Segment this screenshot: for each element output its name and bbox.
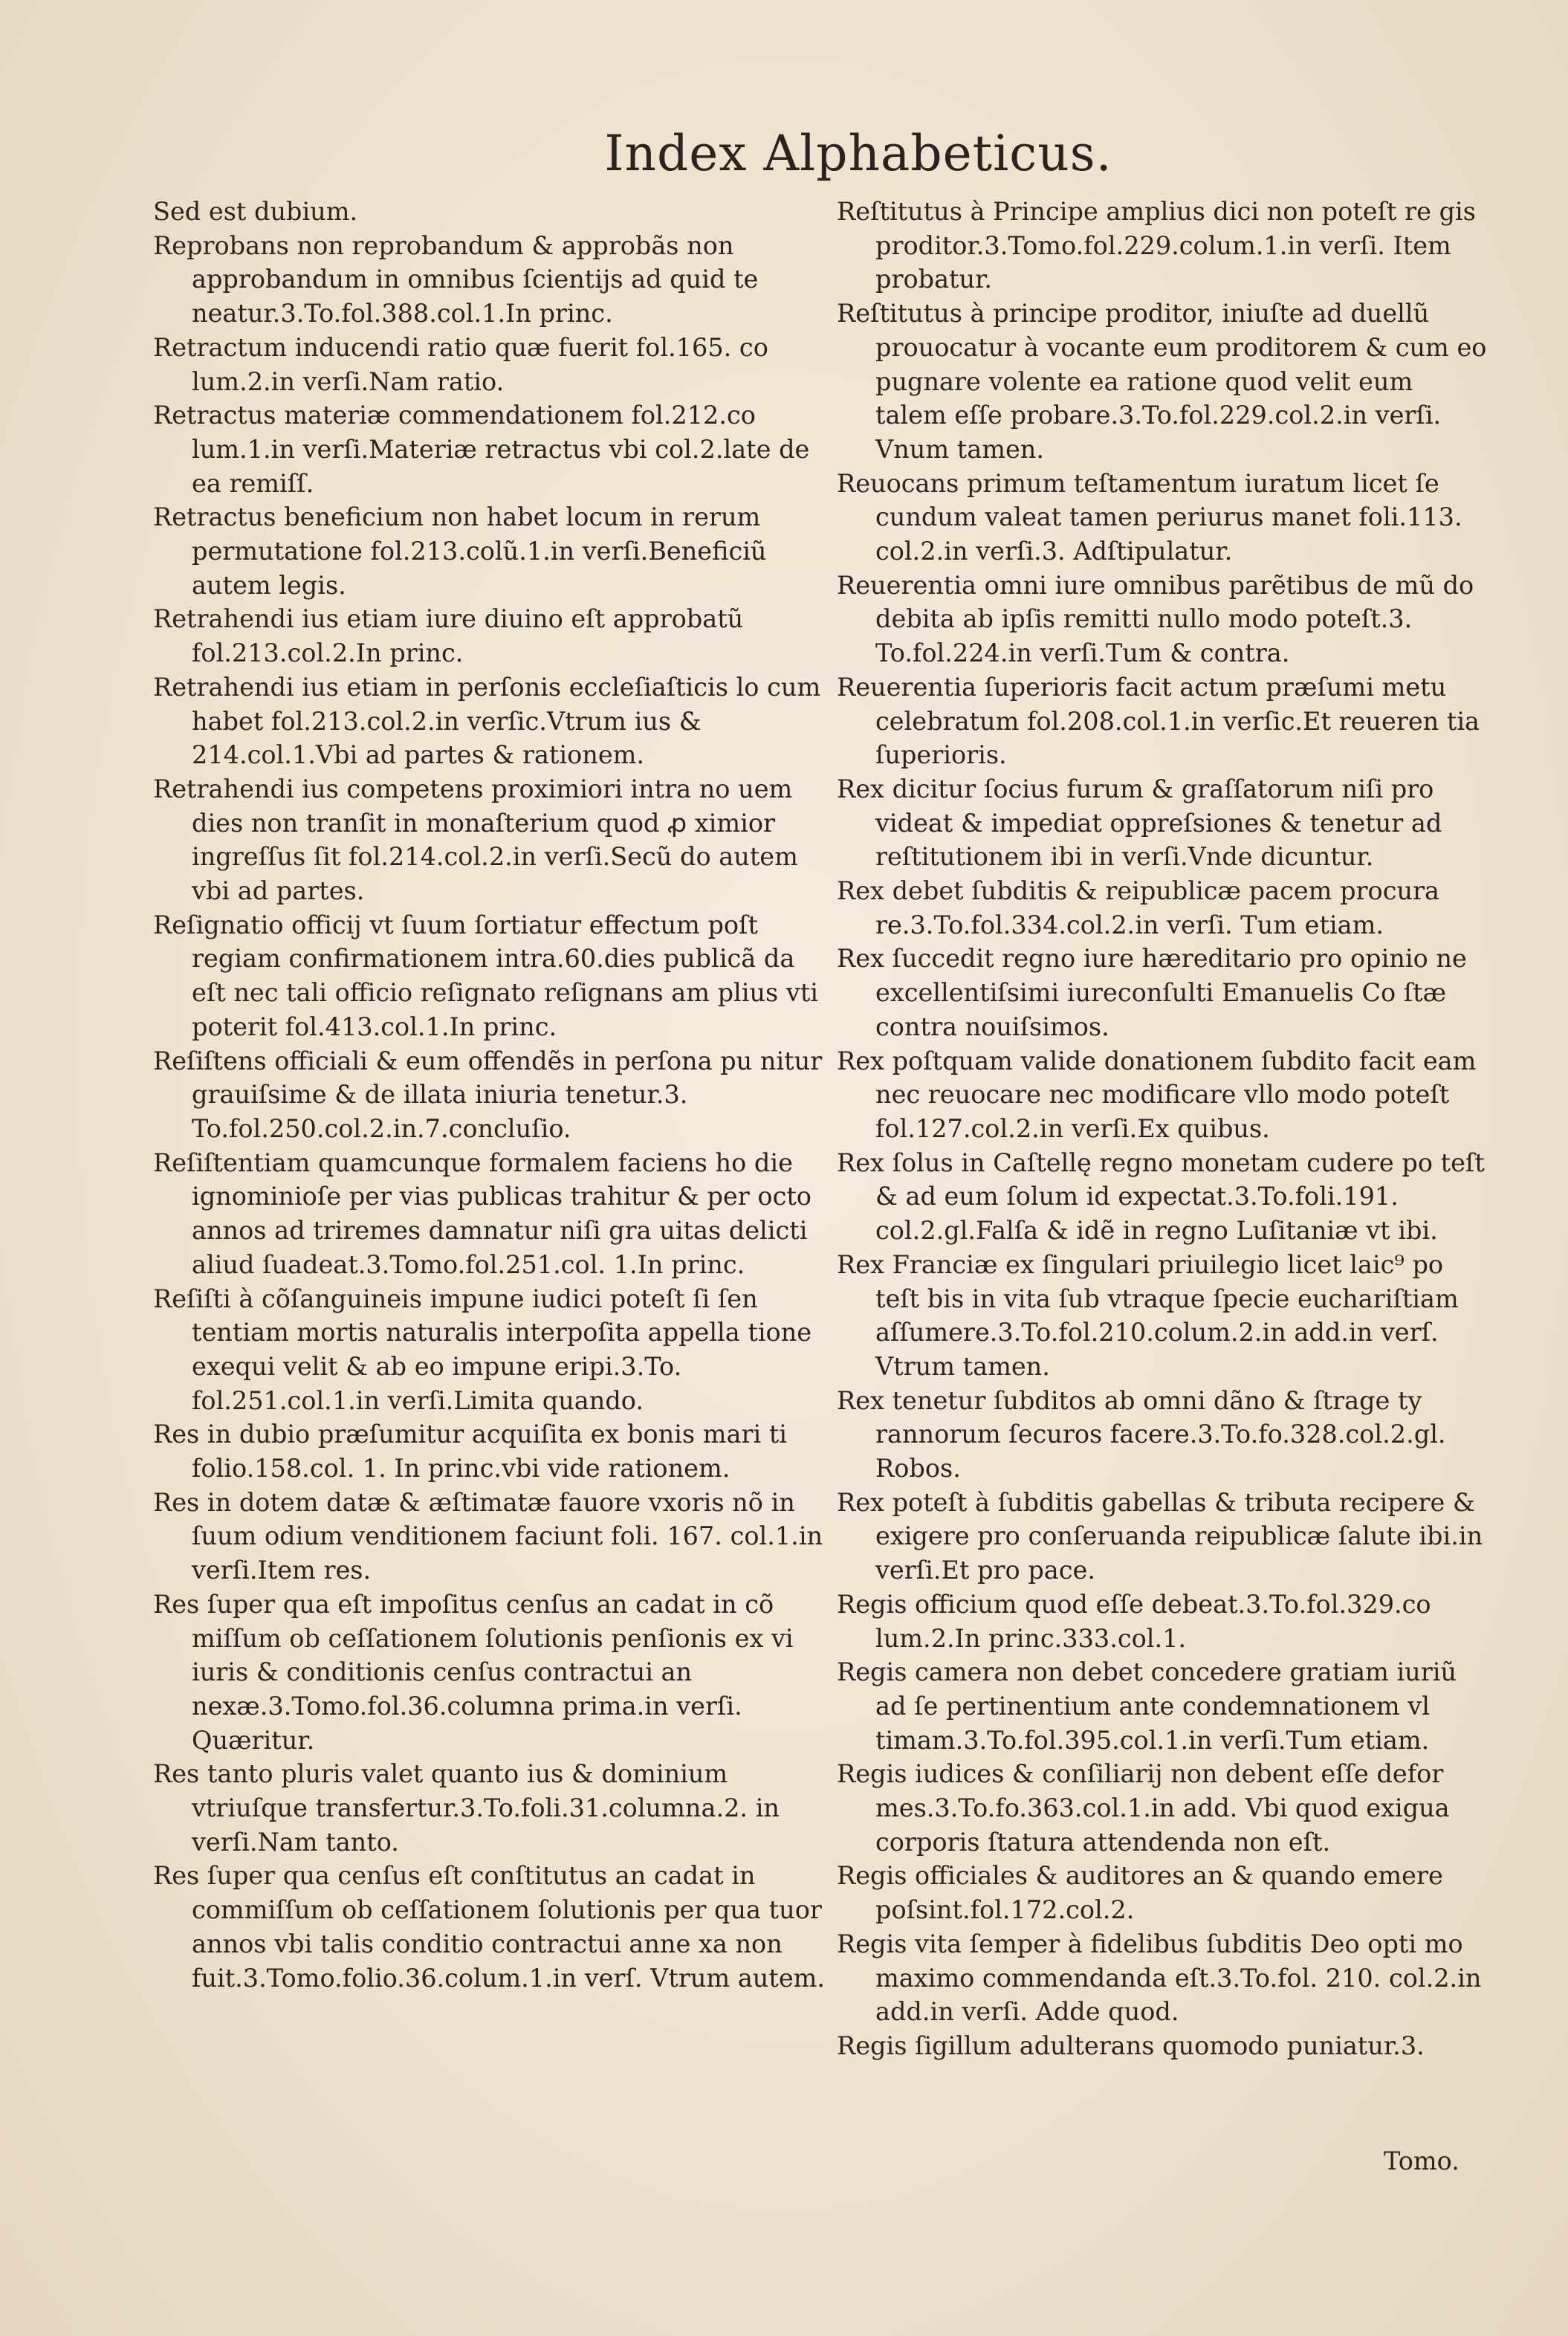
index-entry: Res tanto pluris valet quanto ius & dominium vtriuſque transfertur.3.To.foli.31.columna.2. in verſi.Nam tanto.	[153, 1759, 780, 1857]
index-entry: Retractum inducendi ratio quæ fuerit fol.165. co lum.2.in verſi.Nam ratio.	[153, 332, 768, 396]
index-entry: Regis iudices & conſiliarij non debent eſſe defor mes.3.To.fo.363.col.1.in add. Vbi quod exigua corporis ſtatura attendenda non eſt.	[837, 1759, 1450, 1857]
index-entry: Retrahendi ius etiam iure diuino eſt approbatũ fol.213.col.2.In princ.	[153, 604, 744, 668]
index-column-left	[153, 195, 826, 1995]
index-entry: Retrahendi ius etiam in perſonis eccleſiaſticis lo cum habet fol.213.col.2.in verſic.Vtrum ius & 214.col.1.Vbi ad partes & rationem.	[153, 672, 821, 770]
index-entry: Res in dubio præſumitur acquiſita ex bonis mari ti folio.158.col. 1. In princ.vbi vide rationem.	[153, 1420, 787, 1484]
index-entry: Rex poteſt à ſubditis gabellas & tributa recipere & exigere pro conſeruanda reipublicæ ſalute ibi.in verſi.Et pro pace.	[837, 1487, 1483, 1585]
index-entry: Res in dotem datæ & æſtimatæ fauore vxoris nõ in ſuum odium venditionem faciunt foli. 167. col.1.in verſi.Item res.	[153, 1487, 823, 1585]
index-entry: Reſiſtens officiali & eum offendẽs in perſona pu nitur grauiſsime & de illata iniuria tenetur.3. To.fol.250.col.2.in.7.concluſio.	[153, 1046, 823, 1143]
index-entry: Sed est dubium.	[153, 197, 358, 226]
index-entry: Reſtitutus à Principe amplius dici non poteſt re gis proditor.3.Tomo.fol.229.colum.1.in verſi. Item probatur.	[837, 197, 1476, 294]
index-entry: Res ſuper qua cenſus eſt conſtitutus an cadat in commiſſum ob ceſſationem ſolutionis per qua tuor annos vbi talis conditio contractui anne xa non fuit.3.Tomo.folio.36.colum.1.in verſ. Vtrum autem.	[153, 1861, 826, 1993]
index-entry: Reuerentia omni iure omnibus parẽtibus de mũ do debita ab ipſis remitti nullo modo poteſt.3. To.fol.224.in verſi.Tum & contra.	[837, 570, 1474, 668]
index-entry: Regis officiales & auditores an & quando emere poſsint.fol.172.col.2.	[837, 1861, 1443, 1925]
index-entry: Retrahendi ius competens proximiori intra no uem dies non tranſit in monaſterium quod ꝓ ximior ingreſſus ſit fol.214.col.2.in verſi.Secũ do autem vbi ad partes.	[153, 774, 798, 906]
index-column-right	[837, 195, 1487, 2063]
index-entry: Retractus beneficium non habet locum in rerum permutatione fol.213.colũ.1.in verſi.Beneficiũ autem legis.	[153, 502, 767, 600]
page-title: Index Alphabeticus.	[604, 125, 1112, 182]
index-entry: Rex poſtquam valide donationem ſubdito facit eam nec reuocare nec modificare vllo modo poteſt fol.127.col.2.in verſi.Ex quibus.	[837, 1046, 1477, 1143]
index-entry: Rex debet ſubditis & reipublicæ pacem procura re.3.To.fol.334.col.2.in verſi. Tum etiam.	[837, 876, 1440, 939]
index-entry: Rex ſuccedit regno iure hæreditario pro opinio ne excellentiſsimi iureconſulti Emanuelis Co ſtæ contra nouiſsimos.	[837, 944, 1467, 1041]
index-entry: Res ſuper qua eſt impoſitus cenſus an cadat in cõ miſſum ob ceſſationem ſolutionis penſionis ex vi iuris & conditionis cenſus contractui an nexæ.3.Tomo.fol.36.columna prima.in verſi. Quæritur.	[153, 1589, 794, 1755]
index-entry: Regis ſigillum adulterans quomodo puniatur.3.	[837, 2031, 1425, 2060]
index-entry: Reſignatio officij vt ſuum ſortiatur effectum poſt regiam confirmationem intra.60.dies publicã da eſt nec tali officio reſignato reſignans am plius vti poterit fol.413.col.1.In princ.	[153, 910, 818, 1041]
index-entry: Rex ſolus in Caſtellę regno monetam cudere po teſt & ad eum ſolum id expectat.3.To.foli.191. col.2.gl.Falſa & idẽ in regno Luſitaniæ vt ibi.	[837, 1148, 1485, 1246]
index-entry: Regis vita ſemper à fidelibus ſubditis Deo opti mo maximo commendanda eſt.3.To.fol. 210. col.2.in add.in verſi. Adde quod.	[837, 1929, 1482, 2027]
index-entry: Rex dicitur ſocius furum & graſſatorum niſi pro videat & impediat oppreſsiones & tenetur ad reſtitutionem ibi in verſi.Vnde dicuntur.	[837, 774, 1442, 872]
index-entry: Reprobans non reprobandum & approbãs non approbandum in omnibus ſcientijs ad quid te neatur.3.To.fol.388.col.1.In princ.	[153, 230, 759, 329]
index-entry: Regis officium quod eſſe debeat.3.To.fol.329.co lum.2.In princ.333.col.1.	[837, 1589, 1431, 1653]
index-entry: Rex Franciæ ex ſingulari priuilegio licet laic⁹ po teſt bis in vita ſub vtraque ſpecie euchariſtiam aſſumere.3.To.fol.210.colum.2.in add.in verſ. Vtrum tamen.	[837, 1249, 1459, 1381]
index-entry: Retractus materiæ commendationem fol.212.co lum.1.in verſi.Materiæ retractus vbi col.2.late de ea remiſſ.	[153, 401, 810, 498]
index-entry: Reſtitutus à principe proditor, iniuſte ad duellũ prouocatur à vocante eum proditorem & cum eo pugnare volente ea ratione quod velit eum talem eſſe probare.3.To.fol.229.col.2.in verſi. Vnum tamen.	[837, 299, 1487, 464]
catchword: Tomo.	[1384, 2146, 1460, 2175]
index-entry: Rex tenetur ſubditos ab omni dãno & ſtrage ty rannorum ſecuros facere.3.To.fo.328.col.2.gl. Robos.	[837, 1385, 1446, 1484]
index-entry: Reuerentia ſuperioris facit actum præſumi metu celebratum fol.208.col.1.in verſic.Et reueren tia ſuperioris.	[837, 672, 1480, 770]
index-entry: Reſiſti à cõſanguineis impune iudici poteſt ſi ſen tentiam mortis naturalis interpoſita appella tione exequi velit & ab eo impune eripi.3.To. fol.251.col.1.in verſi.Limita quando.	[153, 1284, 812, 1415]
index-entry: Reuocans primum teſtamentum iuratum licet ſe cundum valeat tamen periurus manet foli.113. col.2.in verſi.3. Adſtipulatur.	[837, 468, 1462, 566]
index-entry: Reſiſtentiam quamcunque formalem faciens ho die ignominioſe per vias publicas trahitur & per octo annos ad triremes damnatur niſi gra uitas delicti aliud ſuadeat.3.Tomo.fol.251.col. 1.In princ.	[153, 1148, 811, 1279]
index-entry: Regis camera non debet concedere gratiam iuriũ ad ſe pertinentium ante condemnationem vl timam.3.To.fol.395.col.1.in verſi.Tum etiam.	[837, 1657, 1457, 1755]
